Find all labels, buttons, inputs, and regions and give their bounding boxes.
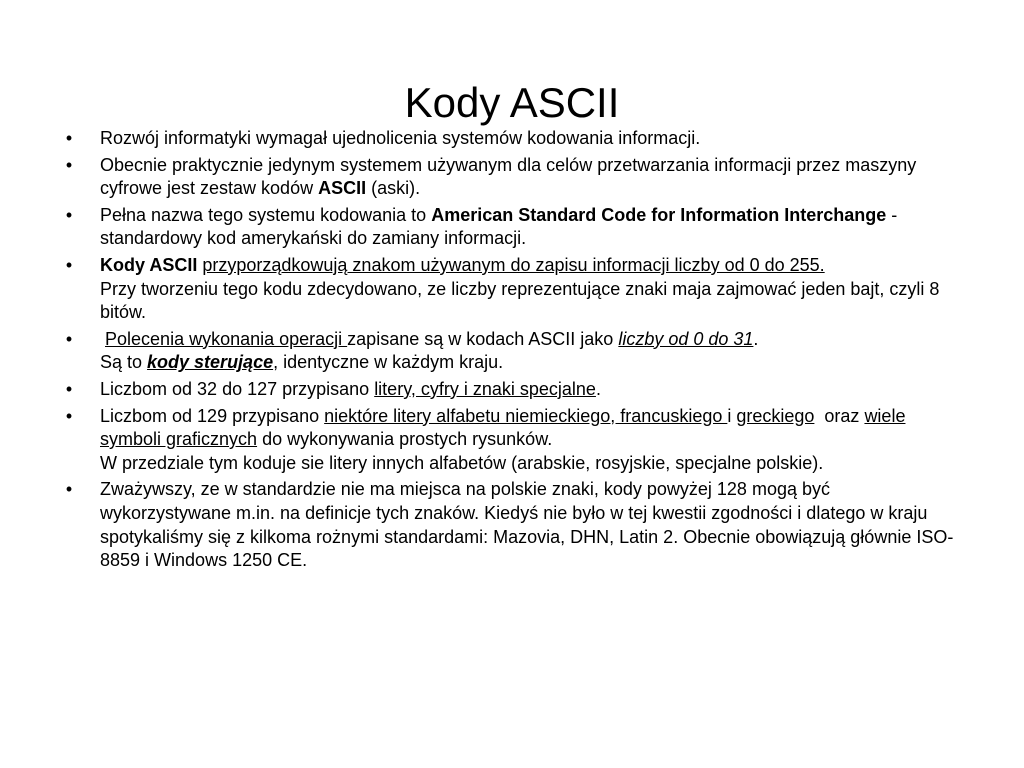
list-item [65, 127, 960, 151]
item-text: Są to [100, 352, 148, 373]
list-item [65, 405, 960, 476]
item-text: , identyczne w każdym kraju. [273, 352, 504, 373]
item-text: Obecnie praktycznie jedynym systemem używanym dla celów przetwarzania informacji przez maszyny cyfrowe jest zestaw kodów [100, 154, 917, 199]
underlined-text: przyporządkowują znakom używanym do zapisu informacji liczby od 0 do 255. [202, 254, 825, 275]
item-text: (aski). [366, 178, 421, 199]
bullet-icon: • [65, 128, 73, 148]
item-text: . [753, 328, 759, 349]
slide-title: Kody ASCII [404, 79, 620, 127]
underlined-text: litery, cyfry i znaki specjalne [374, 378, 596, 399]
bold-term: Kody ASCII [100, 254, 198, 275]
item-text: Liczbom od 32 do 127 przypisano [100, 378, 375, 399]
underlined-text: Polecenia wykonania operacji [105, 328, 348, 349]
item-text: Przy tworzeniu tego kodu zdecydowano, ze liczby reprezentujące znaki maja zajmować jeden bajt, czyli 8 bitów. [100, 278, 940, 323]
bold-term: American Standard Code for Information Interchange [431, 204, 887, 225]
underlined-text: wiele symboli graficznych [100, 405, 906, 450]
list-item [65, 154, 960, 201]
bullet-icon: • [65, 254, 73, 275]
bullet-icon: • [65, 479, 73, 500]
item-text: zapisane są w kodach ASCII jako [347, 328, 619, 349]
item-text: . [595, 378, 601, 399]
bullet-icon: • [65, 378, 73, 399]
underlined-text: greckiego [736, 405, 815, 426]
item-text: W przedziale tym koduje sie litery innych alfabetów (arabskie, rosyjskie, specjalne polskie). [100, 452, 824, 473]
item-text: Rozwój informatyki wymagał ujednolicenia systemów kodowania informacji. [100, 128, 701, 148]
list-item [65, 328, 960, 375]
item-text: - standardowy kod amerykański do zamiany informacji. [100, 204, 898, 249]
bold-term: ASCII [318, 178, 367, 199]
underlined-text: niektóre litery alfabetu niemieckiego, francuskiego [324, 405, 728, 426]
item-text: Pełna nazwa tego systemu kodowania to [100, 204, 432, 225]
item-text: do wykonywania prostych rysunków. [257, 429, 553, 450]
bullet-list [65, 127, 960, 576]
item-text: Liczbom od 129 przypisano [100, 405, 325, 426]
italic-underlined-text: liczby od 0 do 31 [618, 328, 754, 349]
bullet-icon: • [65, 328, 73, 349]
list-item [65, 478, 960, 572]
item-text: oraz [814, 405, 865, 426]
item-text: Zważywszy, ze w standardzie nie ma miejsca na polskie znaki, kody powyżej 128 mogą być wykorzystywane m.in. na definicje tych znaków. Kiedyś nie było w tej kwestii zgodności i dlatego w kraju spotykaliśmy się z kilkoma rożnymi standardami: Mazovia, DHN, Latin 2. Obecnie obowiązują głównie ISO-8859 i Windows 1250 CE. [100, 479, 954, 571]
bold-italic-term: kody sterujące [147, 352, 274, 373]
list-item [65, 254, 960, 325]
list-item [65, 204, 960, 251]
bullet-icon: • [65, 204, 73, 225]
bullet-icon: • [65, 154, 73, 175]
list-item [65, 378, 960, 402]
bullet-icon: • [65, 405, 73, 426]
item-text: i [727, 405, 737, 426]
